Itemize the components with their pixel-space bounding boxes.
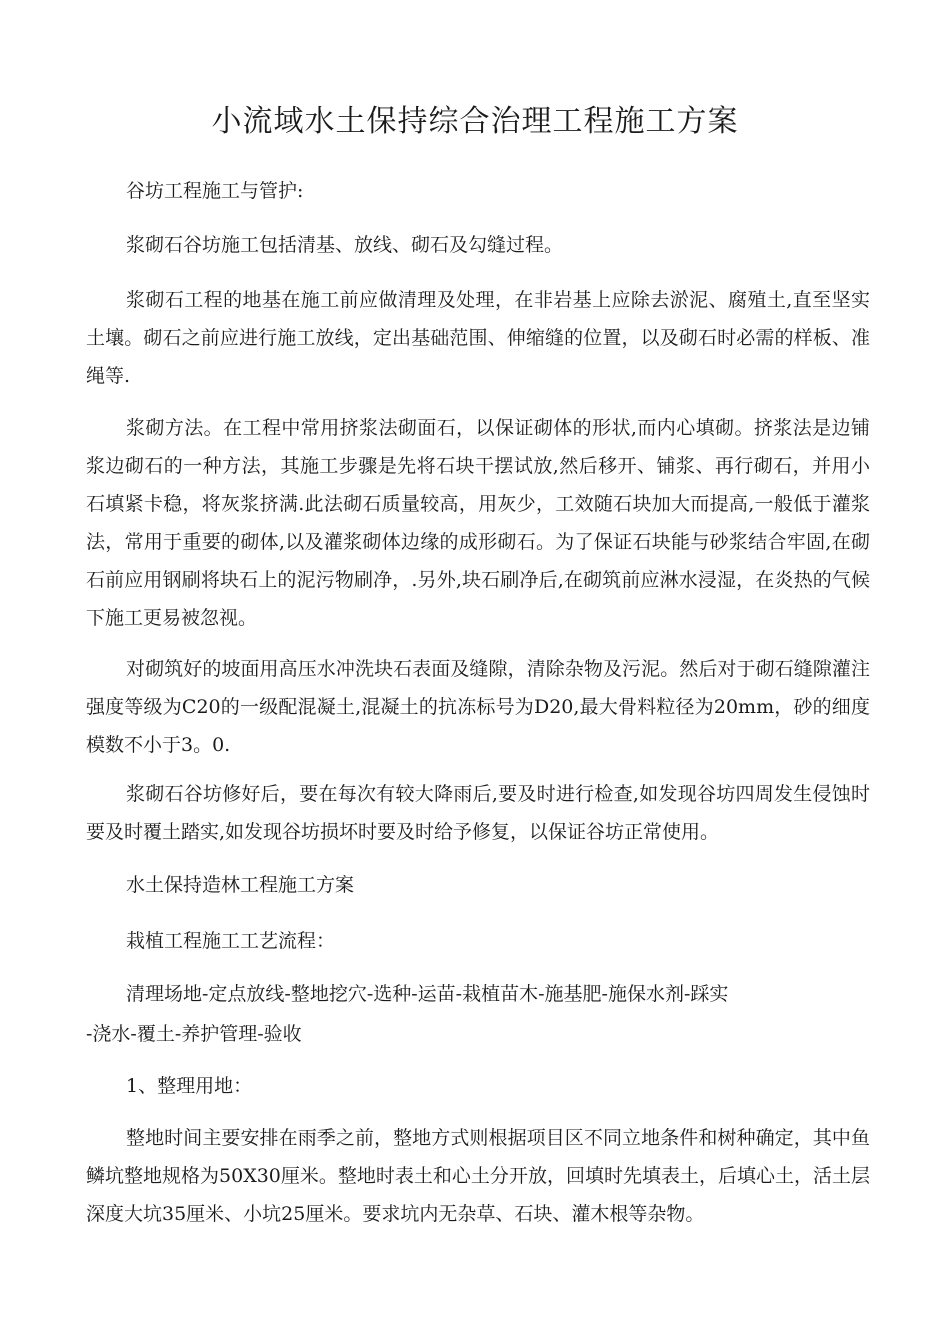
paragraph-check-dam-overview: 浆砌石谷坊施工包括清基、放线、砌石及勾缝过程。 [126,234,564,256]
paragraph-section-heading-check-dam: 谷坊工程施工与管护: [126,180,304,202]
paragraph-maintenance: 浆砌石谷坊修好后，要在每次有较大降雨后,要及时进行检查,如发现谷坊四周发生侵蚀时要及时覆土踏实,如发现谷坊损坏时要及时给予修复，以保证谷坊正常使用。 [86,783,870,843]
document-title: 小流域水土保持综合治理工程施工方案 [211,104,739,139]
paragraph-land-preparation-heading: 1、整理用地： [126,1075,253,1097]
paragraph-land-preparation-detail: 整地时间主要安排在雨季之前，整地方式则根据项目区不同立地条件和树种确定，其中鱼鳞坑整地规格为50X30厘米。整地时表土和心土分开放，回填时先填表土，后填心土，活土层深度大坑35厘米、小坑25厘米。要求坑内无杂草、石块、灌木根等杂物。 [86,1127,870,1225]
paragraph-section-heading-afforestation: 水土保持造林工程施工方案 [126,874,355,896]
paragraph-masonry-method: 浆砌方法。在工程中常用挤浆法砌面石，以保证砌体的形状,而内心填砌。挤浆法是边铺浆边砌石的一种方法，其施工步骤是先将石块干摆试放,然后移开、铺浆、再行砌石，并用小石填紧卡稳，将灰浆挤满.此法砌石质量较高，用灰少，工效随石块加大而提高,一般低于灌浆法，常用于重要的砌体,以及灌浆砌体边缘的成形砌石。为了保证石块能与砂浆结合牢固,在砌石前应用钢刷将块石上的泥污物刷净，.另外,块石刷净后,在砌筑前应淋水浸湿，在炎热的气候下施工更易被忽视。 [86,417,870,629]
paragraph-process-flow-line-2: -浇水-覆土-养护管理-验收 [86,1023,302,1045]
paragraph-joint-grouting: 对砌筑好的坡面用高压水冲洗块石表面及缝隙，清除杂物及污泥。然后对于砌石缝隙灌注强度等级为C20的一级配混凝土,混凝土的抗冻标号为D20,最大骨料粒径为20mm，砂的细度模数不小于3。0. [86,658,870,756]
paragraph-foundation-preparation: 浆砌石工程的地基在施工前应做清理及处理，在非岩基上应除去淤泥、腐殖土,直至坚实土壤。砌石之前应进行施工放线，定出基础范围、伸缩缝的位置，以及砌石时必需的样板、准绳等. [86,289,870,387]
paragraph-planting-process-heading: 栽植工程施工工艺流程： [126,930,336,952]
paragraph-process-flow-line-1: 清理场地-定点放线-整地挖穴-选种-运苗-栽植苗木-施基肥-施保水剂-踩实 [126,983,729,1005]
